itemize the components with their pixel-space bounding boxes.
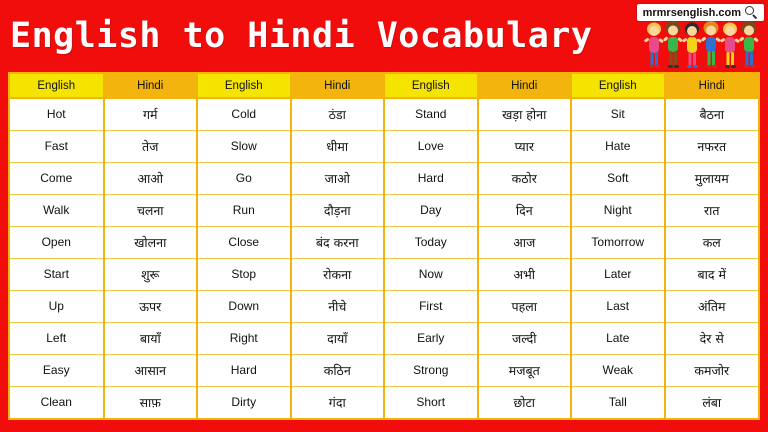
cell-english: Tall [571, 386, 665, 418]
column-header-hindi-2: Hindi [291, 74, 385, 98]
cell-hindi: रात [665, 194, 759, 226]
cell-hindi: कल [665, 226, 759, 258]
cell-hindi: प्यार [478, 130, 572, 162]
cell-english: Down [197, 290, 291, 322]
table-row [10, 98, 758, 130]
cell-hindi: तेज [104, 130, 198, 162]
search-icon [745, 6, 758, 19]
cell-english: Up [10, 290, 104, 322]
cell-english: Day [384, 194, 478, 226]
column-header-english-2: English [197, 74, 291, 98]
cell-english: Cold [197, 98, 291, 130]
cell-hindi: मजबूत [478, 354, 572, 386]
cell-hindi: अभी [478, 258, 572, 290]
column-header-english-1: English [10, 74, 104, 98]
site-watermark-label: mrmrsenglish.com [642, 6, 741, 19]
column-header-english-3: English [384, 74, 478, 98]
cell-hindi: कठिन [291, 354, 385, 386]
cell-english: First [384, 290, 478, 322]
cell-english: Sit [571, 98, 665, 130]
cell-english: Left [10, 322, 104, 354]
cell-english: Dirty [197, 386, 291, 418]
cell-english: Stop [197, 258, 291, 290]
cell-english: Easy [10, 354, 104, 386]
cell-hindi: चलना [104, 194, 198, 226]
site-watermark [637, 4, 764, 21]
cell-english: Now [384, 258, 478, 290]
cell-hindi: दायाँ [291, 322, 385, 354]
cell-hindi: देर से [665, 322, 759, 354]
cell-english: Today [384, 226, 478, 258]
cell-hindi: आओ [104, 162, 198, 194]
children-group-icon [642, 20, 760, 72]
table-row [10, 194, 758, 226]
table-row [10, 290, 758, 322]
table-body [10, 98, 758, 418]
cell-hindi: धीमा [291, 130, 385, 162]
cell-english: Strong [384, 354, 478, 386]
cell-hindi: लंबा [702, 394, 722, 410]
cell-hindi: जाओ [291, 162, 385, 194]
table-row [10, 354, 758, 386]
vocabulary-table [10, 74, 758, 418]
cell-hindi: नीचे [291, 290, 385, 322]
cell-english: Later [571, 258, 665, 290]
cell-english: Walk [10, 194, 104, 226]
cell-english: Tomorrow [571, 226, 665, 258]
cell-english: Stand [384, 98, 478, 130]
cell-hindi: दौड़ना [291, 194, 385, 226]
cell-hindi: नफरत [665, 130, 759, 162]
cell-hindi: मुलायम [665, 162, 759, 194]
cell-english: Hate [571, 130, 665, 162]
cell-hindi: बंद करना [291, 226, 385, 258]
table-row [10, 226, 758, 258]
cell-hindi: गंदा [291, 386, 385, 418]
cell-english: Come [10, 162, 104, 194]
table-row [10, 386, 758, 418]
cell-english: Late [571, 322, 665, 354]
cell-hindi: बाद में [665, 258, 759, 290]
column-header-hindi-3: Hindi [478, 74, 572, 98]
cell-english: Last [571, 290, 665, 322]
column-header-hindi-4: Hindi [665, 74, 759, 98]
table-row [10, 162, 758, 194]
cell-hindi: ठंडा [291, 98, 385, 130]
cell-english: Short [384, 386, 478, 418]
cell-hindi: पहला [478, 290, 572, 322]
cell-english: Hot [10, 98, 104, 130]
cell-english: Fast [10, 130, 104, 162]
vocabulary-table-container [8, 72, 760, 420]
cell-hindi: आज [478, 226, 572, 258]
cell-english: Close [197, 226, 291, 258]
cell-hindi: अंतिम [665, 290, 759, 322]
column-header-english-4: English [571, 74, 665, 98]
cell-english: Go [197, 162, 291, 194]
cell-english: Run [197, 194, 291, 226]
cell-english: Clean [10, 386, 104, 418]
cell-english: Love [384, 130, 478, 162]
cell-english: Slow [197, 130, 291, 162]
cell-hindi: जल्दी [478, 322, 572, 354]
cell-hindi: रोकना [291, 258, 385, 290]
cell-hindi: खोलना [104, 226, 198, 258]
cell-english: Right [197, 322, 291, 354]
cell-hindi: बायाँ [104, 322, 198, 354]
cell-hindi: कमजोर [665, 354, 759, 386]
cell-english: Night [571, 194, 665, 226]
cell-english: Open [10, 226, 104, 258]
table-row [10, 322, 758, 354]
cell-english: Start [10, 258, 104, 290]
cell-english: Weak [571, 354, 665, 386]
cell-hindi: दिन [478, 194, 572, 226]
cell-hindi: खड़ा होना [478, 98, 572, 130]
cell-hindi: साफ़ [104, 386, 198, 418]
table-row [10, 130, 758, 162]
cell-hindi: गर्म [104, 98, 198, 130]
cell-hindi: बैठना [665, 98, 759, 130]
table-row [10, 258, 758, 290]
cell-english: Soft [571, 162, 665, 194]
cell-hindi: कठोर [478, 162, 572, 194]
cell-english: Hard [384, 162, 478, 194]
cell-hindi: छोटा [478, 386, 572, 418]
poster-header [0, 0, 768, 72]
column-header-hindi-1: Hindi [104, 74, 198, 98]
cell-hindi: शुरू [104, 258, 198, 290]
cell-hindi: आसान [104, 354, 198, 386]
cell-english: Hard [197, 354, 291, 386]
cell-english: Early [384, 322, 478, 354]
page-title: English to Hindi Vocabulary [10, 16, 593, 56]
table-header-row [10, 74, 758, 98]
cell-hindi: ऊपर [104, 290, 198, 322]
